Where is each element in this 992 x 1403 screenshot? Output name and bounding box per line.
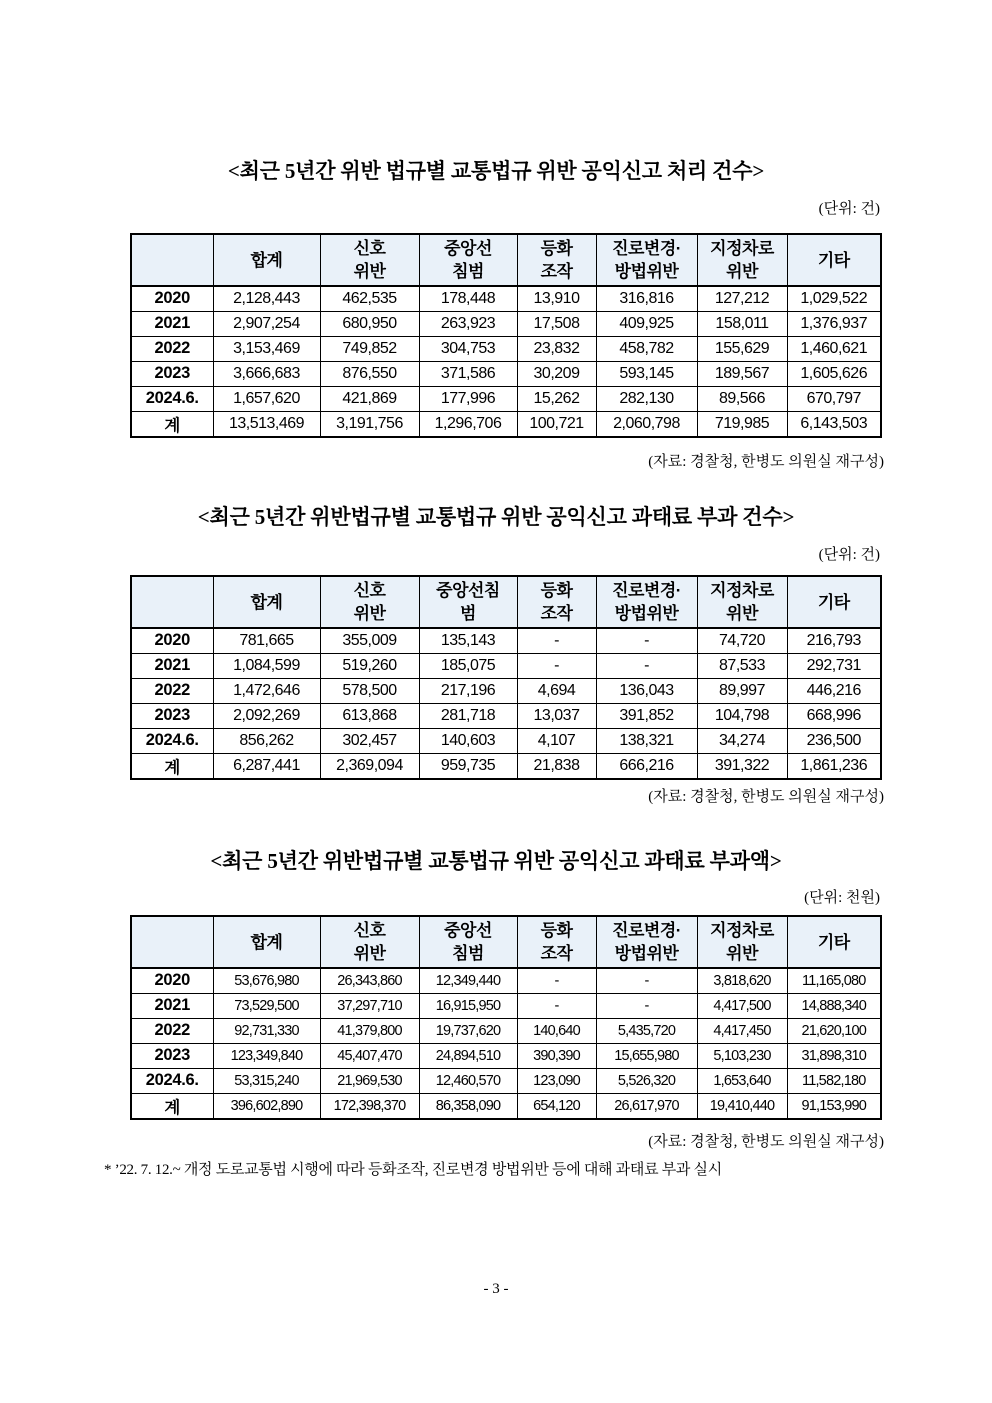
table-cell: 1,296,706 xyxy=(419,411,517,437)
table-cell: 876,550 xyxy=(320,361,419,386)
table-row xyxy=(131,1093,881,1119)
table-cell: 421,869 xyxy=(320,386,419,411)
table-cell: 4,417,500 xyxy=(697,993,787,1018)
table-cell: 281,718 xyxy=(419,703,517,728)
table-row xyxy=(131,678,881,703)
table-cell: 140,640 xyxy=(517,1018,596,1043)
column-header: 기타 xyxy=(787,234,881,286)
footnote: * ’22. 7. 12.~ 개정 도로교통법 시행에 따라 등화조작, 진로변경 방법위반 등에 대해 과태료 부과 실시 xyxy=(104,1162,722,1178)
table-header xyxy=(131,234,881,286)
table-cell: 100,721 xyxy=(517,411,596,437)
fine-count-table xyxy=(130,575,882,780)
table-cell: 1,653,640 xyxy=(697,1068,787,1093)
table-cell: 155,629 xyxy=(697,336,787,361)
corner-cell xyxy=(131,234,213,286)
column-header: 지정차로 위반 xyxy=(697,576,787,628)
table-cell: 45,407,470 xyxy=(320,1043,419,1068)
table-cell: 1,460,621 xyxy=(787,336,881,361)
table-header xyxy=(131,916,881,968)
table-cell: 2,907,254 xyxy=(213,311,320,336)
row-label: 2021 xyxy=(131,653,213,678)
table-cell: - xyxy=(517,653,596,678)
table-row xyxy=(131,628,881,653)
section1-title: <최근 5년간 위반 법규별 교통법규 위반 공익신고 처리 건수> xyxy=(227,159,765,183)
table-cell: 666,216 xyxy=(596,753,697,779)
table-cell: 17,508 xyxy=(517,311,596,336)
section2-source-note: (자료: 경찰청, 한병도 의원실 재구성) xyxy=(648,789,884,805)
table-cell: 14,888,340 xyxy=(787,993,881,1018)
table-cell: 2,369,094 xyxy=(320,753,419,779)
table-cell: 2,128,443 xyxy=(213,286,320,311)
table-cell: 15,655,980 xyxy=(596,1043,697,1068)
row-label: 2020 xyxy=(131,628,213,653)
table-cell: 158,011 xyxy=(697,311,787,336)
column-header: 지정차로 위반 xyxy=(697,916,787,968)
table-cell: 2,092,269 xyxy=(213,703,320,728)
table-cell: 302,457 xyxy=(320,728,419,753)
table-cell: 91,153,990 xyxy=(787,1093,881,1119)
column-header: 신호 위반 xyxy=(320,234,419,286)
table-cell: 172,398,370 xyxy=(320,1093,419,1119)
table-cell: 959,735 xyxy=(419,753,517,779)
table-cell: 462,535 xyxy=(320,286,419,311)
table-cell: 1,861,236 xyxy=(787,753,881,779)
table-cell: 12,349,440 xyxy=(419,968,517,993)
table-cell: 136,043 xyxy=(596,678,697,703)
table-cell: 11,582,180 xyxy=(787,1068,881,1093)
processed-reports-table xyxy=(130,233,882,438)
column-header: 진로변경· 방법위반 xyxy=(596,234,697,286)
table-cell: 189,567 xyxy=(697,361,787,386)
table-cell: 578,500 xyxy=(320,678,419,703)
table-cell: 1,472,646 xyxy=(213,678,320,703)
table-cell: 371,586 xyxy=(419,361,517,386)
table-cell: 19,737,620 xyxy=(419,1018,517,1043)
table-cell: 140,603 xyxy=(419,728,517,753)
table-cell: 282,130 xyxy=(596,386,697,411)
table-cell: 24,894,510 xyxy=(419,1043,517,1068)
table-cell: 719,985 xyxy=(697,411,787,437)
table-cell: - xyxy=(517,993,596,1018)
table-cell: 3,818,620 xyxy=(697,968,787,993)
column-header: 기타 xyxy=(787,916,881,968)
table-cell: 3,153,469 xyxy=(213,336,320,361)
column-header: 진로변경· 방법위반 xyxy=(596,916,697,968)
table-cell: 34,274 xyxy=(697,728,787,753)
column-header: 지정차로 위반 xyxy=(697,234,787,286)
column-header: 합계 xyxy=(213,234,320,286)
row-label: 2024.6. xyxy=(131,1068,213,1093)
row-label: 2022 xyxy=(131,1018,213,1043)
row-label: 2023 xyxy=(131,361,213,386)
column-header: 합계 xyxy=(213,576,320,628)
table-cell: 654,120 xyxy=(517,1093,596,1119)
table-cell: 670,797 xyxy=(787,386,881,411)
table-cell: 123,349,840 xyxy=(213,1043,320,1068)
row-label: 2021 xyxy=(131,311,213,336)
table-header-row xyxy=(131,576,881,628)
table-cell: 613,868 xyxy=(320,703,419,728)
row-label: 2023 xyxy=(131,1043,213,1068)
table-cell: 53,315,240 xyxy=(213,1068,320,1093)
table-row xyxy=(131,728,881,753)
table-cell: 446,216 xyxy=(787,678,881,703)
table-cell: 37,297,710 xyxy=(320,993,419,1018)
table-row xyxy=(131,993,881,1018)
table-cell: 26,343,860 xyxy=(320,968,419,993)
table-cell: 3,191,756 xyxy=(320,411,419,437)
table-row xyxy=(131,703,881,728)
table-body xyxy=(131,628,881,779)
table-cell: 53,676,980 xyxy=(213,968,320,993)
table-cell: 409,925 xyxy=(596,311,697,336)
table-cell: 13,513,469 xyxy=(213,411,320,437)
table-cell: 178,448 xyxy=(419,286,517,311)
table-cell: 1,605,626 xyxy=(787,361,881,386)
table-row xyxy=(131,753,881,779)
table-cell: - xyxy=(596,653,697,678)
table-cell: 593,145 xyxy=(596,361,697,386)
table-cell: 4,107 xyxy=(517,728,596,753)
column-header: 기타 xyxy=(787,576,881,628)
row-label: 2020 xyxy=(131,968,213,993)
fine-amount-table xyxy=(130,915,882,1120)
table-cell: 856,262 xyxy=(213,728,320,753)
table-cell: 396,602,890 xyxy=(213,1093,320,1119)
column-header: 진로변경· 방법위반 xyxy=(596,576,697,628)
column-header: 합계 xyxy=(213,916,320,968)
table-cell: 89,566 xyxy=(697,386,787,411)
row-label: 계 xyxy=(131,1093,213,1119)
table-cell: - xyxy=(596,628,697,653)
table-row xyxy=(131,386,881,411)
row-label: 2023 xyxy=(131,703,213,728)
table-cell: 31,898,310 xyxy=(787,1043,881,1068)
table-cell: 23,832 xyxy=(517,336,596,361)
table-cell: 13,037 xyxy=(517,703,596,728)
table-cell: - xyxy=(517,628,596,653)
section3-unit-label: (단위: 천원) xyxy=(804,890,880,906)
table-cell: 1,657,620 xyxy=(213,386,320,411)
table-cell: 86,358,090 xyxy=(419,1093,517,1119)
table-cell: 680,950 xyxy=(320,311,419,336)
table-cell: 263,923 xyxy=(419,311,517,336)
table-cell: 292,731 xyxy=(787,653,881,678)
table-row xyxy=(131,336,881,361)
table-cell: 316,816 xyxy=(596,286,697,311)
table-cell: 73,529,500 xyxy=(213,993,320,1018)
table-header-row xyxy=(131,916,881,968)
table-cell: 4,417,450 xyxy=(697,1018,787,1043)
column-header: 중앙선침 범 xyxy=(419,576,517,628)
row-label: 계 xyxy=(131,753,213,779)
table-cell: 41,379,800 xyxy=(320,1018,419,1043)
table-cell: 15,262 xyxy=(517,386,596,411)
table-cell: 30,209 xyxy=(517,361,596,386)
table-cell: 185,075 xyxy=(419,653,517,678)
table-row xyxy=(131,311,881,336)
table-cell: 16,915,950 xyxy=(419,993,517,1018)
table-cell: 74,720 xyxy=(697,628,787,653)
column-header: 중앙선 침범 xyxy=(419,916,517,968)
table-header xyxy=(131,576,881,628)
table-cell: 13,910 xyxy=(517,286,596,311)
table-row xyxy=(131,286,881,311)
table-cell: 138,321 xyxy=(596,728,697,753)
page-number: - 3 - xyxy=(483,1281,509,1297)
table-cell: 236,500 xyxy=(787,728,881,753)
row-label: 2024.6. xyxy=(131,728,213,753)
column-header: 신호 위반 xyxy=(320,576,419,628)
table-cell: 5,435,720 xyxy=(596,1018,697,1043)
table-cell: - xyxy=(596,993,697,1018)
table-cell: - xyxy=(596,968,697,993)
table-cell: 21,620,100 xyxy=(787,1018,881,1043)
table-cell: 12,460,570 xyxy=(419,1068,517,1093)
table-cell: 87,533 xyxy=(697,653,787,678)
column-header: 등화 조작 xyxy=(517,916,596,968)
table-cell: 177,996 xyxy=(419,386,517,411)
section1-source-note: (자료: 경찰청, 한병도 의원실 재구성) xyxy=(648,454,884,470)
row-label: 2022 xyxy=(131,678,213,703)
table-cell: 355,009 xyxy=(320,628,419,653)
table-cell: 89,997 xyxy=(697,678,787,703)
row-label: 계 xyxy=(131,411,213,437)
table-body xyxy=(131,286,881,437)
corner-cell xyxy=(131,576,213,628)
table-header-row xyxy=(131,234,881,286)
table-cell: 749,852 xyxy=(320,336,419,361)
table-cell: 26,617,970 xyxy=(596,1093,697,1119)
table-cell: 123,090 xyxy=(517,1068,596,1093)
table-cell: 19,410,440 xyxy=(697,1093,787,1119)
table-cell: 1,376,937 xyxy=(787,311,881,336)
table-row xyxy=(131,653,881,678)
table-body xyxy=(131,968,881,1119)
table-cell: 390,390 xyxy=(517,1043,596,1068)
table-cell: 391,322 xyxy=(697,753,787,779)
table-cell: 127,212 xyxy=(697,286,787,311)
table-cell: 135,143 xyxy=(419,628,517,653)
table-row xyxy=(131,1043,881,1068)
table-cell: 5,526,320 xyxy=(596,1068,697,1093)
table-cell: 3,666,683 xyxy=(213,361,320,386)
section2-title: <최근 5년간 위반법규별 교통법규 위반 공익신고 과태료 부과 건수> xyxy=(197,505,795,529)
table-cell: 781,665 xyxy=(213,628,320,653)
table-cell: 217,196 xyxy=(419,678,517,703)
row-label: 2024.6. xyxy=(131,386,213,411)
table-cell: 519,260 xyxy=(320,653,419,678)
table-cell: 104,798 xyxy=(697,703,787,728)
table-cell: - xyxy=(517,968,596,993)
table-row xyxy=(131,1018,881,1043)
section2-unit-label: (단위: 건) xyxy=(818,547,880,563)
table-cell: 304,753 xyxy=(419,336,517,361)
row-label: 2021 xyxy=(131,993,213,1018)
column-header: 등화 조작 xyxy=(517,234,596,286)
table-cell: 391,852 xyxy=(596,703,697,728)
table-cell: 4,694 xyxy=(517,678,596,703)
table-cell: 458,782 xyxy=(596,336,697,361)
column-header: 중앙선 침범 xyxy=(419,234,517,286)
table-row xyxy=(131,361,881,386)
column-header: 등화 조작 xyxy=(517,576,596,628)
table-cell: 11,165,080 xyxy=(787,968,881,993)
table-cell: 6,143,503 xyxy=(787,411,881,437)
column-header: 신호 위반 xyxy=(320,916,419,968)
table-row xyxy=(131,968,881,993)
table-cell: 1,029,522 xyxy=(787,286,881,311)
table-cell: 21,969,530 xyxy=(320,1068,419,1093)
table-row xyxy=(131,411,881,437)
table-cell: 1,084,599 xyxy=(213,653,320,678)
table-row xyxy=(131,1068,881,1093)
section1-unit-label: (단위: 건) xyxy=(818,201,880,217)
corner-cell xyxy=(131,916,213,968)
table-cell: 21,838 xyxy=(517,753,596,779)
row-label: 2022 xyxy=(131,336,213,361)
table-cell: 6,287,441 xyxy=(213,753,320,779)
table-cell: 668,996 xyxy=(787,703,881,728)
table-cell: 5,103,230 xyxy=(697,1043,787,1068)
section3-title: <최근 5년간 위반법규별 교통법규 위반 공익신고 과태료 부과액> xyxy=(210,849,782,873)
table-cell: 92,731,330 xyxy=(213,1018,320,1043)
section3-source-note: (자료: 경찰청, 한병도 의원실 재구성) xyxy=(648,1134,884,1150)
table-cell: 2,060,798 xyxy=(596,411,697,437)
row-label: 2020 xyxy=(131,286,213,311)
table-cell: 216,793 xyxy=(787,628,881,653)
